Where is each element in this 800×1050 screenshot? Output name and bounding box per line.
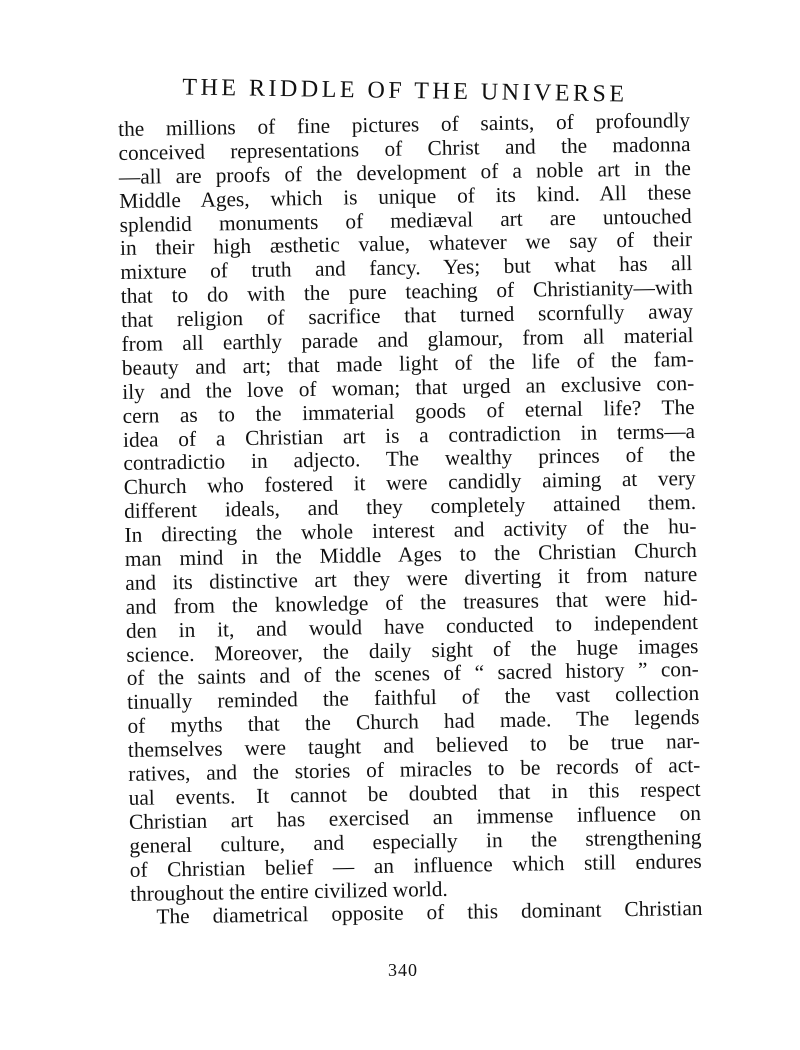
- text-line: the millions of fine pictures of saints, of profoundly: [117, 108, 691, 141]
- text-line: different ideals, and they completely attained them.: [123, 490, 697, 524]
- running-head: THE RIDDLE OF THE UNIVERSE: [182, 74, 628, 108]
- text-line: of Christian belief — an influence which still endures: [129, 848, 702, 882]
- text-line: Church who fostered it were candidly aiming at very: [123, 466, 696, 500]
- text-line: science. Moreover, the daily sight of the huge images: [126, 633, 699, 667]
- text-line: mixture of truth and fancy. Yes; but what has all: [120, 251, 693, 285]
- text-line: of the saints and of the scenes of “ sacred history ” con-: [126, 657, 699, 691]
- body-text: [118, 109, 703, 930]
- text-line: that to do with the pure teaching of Christianity—with: [120, 275, 693, 309]
- paragraph-end-line: throughout the entire civilized world.: [129, 876, 448, 906]
- text-line: ual events. It cannot be doubted that in this respect: [128, 776, 701, 810]
- text-line: ratives, and the stories of miracles to be records of act-: [128, 752, 701, 786]
- text-line: Middle Ages, which is unique of its kind. All these: [119, 179, 692, 213]
- text-line: idea of a Christian art is a contradiction in terms—a: [122, 418, 696, 452]
- text-line: —all are proofs of the development of a noble art in the: [118, 155, 692, 189]
- text-line: man mind in the Middle Ages to the Christian Church: [124, 537, 698, 571]
- text-line: contradictio in adjecto. The wealthy princes of the: [123, 442, 696, 476]
- text-line: in their high æsthetic value, whatever we say of their: [119, 227, 693, 261]
- text-line: that religion of sacrifice that turned scornfully away: [120, 299, 694, 333]
- text-line: ily and the love of woman; that urged an exclusive con-: [122, 370, 695, 404]
- text-line: themselves were taught and believed to be true nar-: [127, 729, 701, 763]
- text-line: splendid monuments of mediæval art are untouched: [119, 203, 692, 237]
- paragraph-start-line: The diametrical opposite of this dominant Christian: [156, 896, 703, 929]
- text-line: beauty and art; that made light of the life of the fam-: [121, 346, 695, 380]
- text-line: Christian art has exercised an immense influence on: [128, 800, 702, 834]
- text-line: of myths that the Church had made. The legends: [127, 705, 700, 739]
- text-line: cern as to the immaterial goods of eternal life? The: [122, 394, 695, 428]
- text-line: and from the knowledge of the treasures that were hid-: [125, 585, 698, 619]
- text-line: and its distinctive art they were diverting it from nature: [125, 561, 698, 595]
- page-number: 340: [388, 960, 418, 980]
- text-line: den in it, and would have conducted to independent: [125, 609, 699, 643]
- text-line: from all earthly parade and glamour, from all material: [121, 323, 694, 356]
- text-line: In directing the whole interest and activity of the hu-: [124, 514, 697, 548]
- text-line: conceived representations of Christ and the madonna: [118, 131, 691, 165]
- text-line: general culture, and especially in the strengthening: [129, 824, 702, 858]
- text-line: tinually reminded the faithful of the vast collection: [126, 681, 700, 715]
